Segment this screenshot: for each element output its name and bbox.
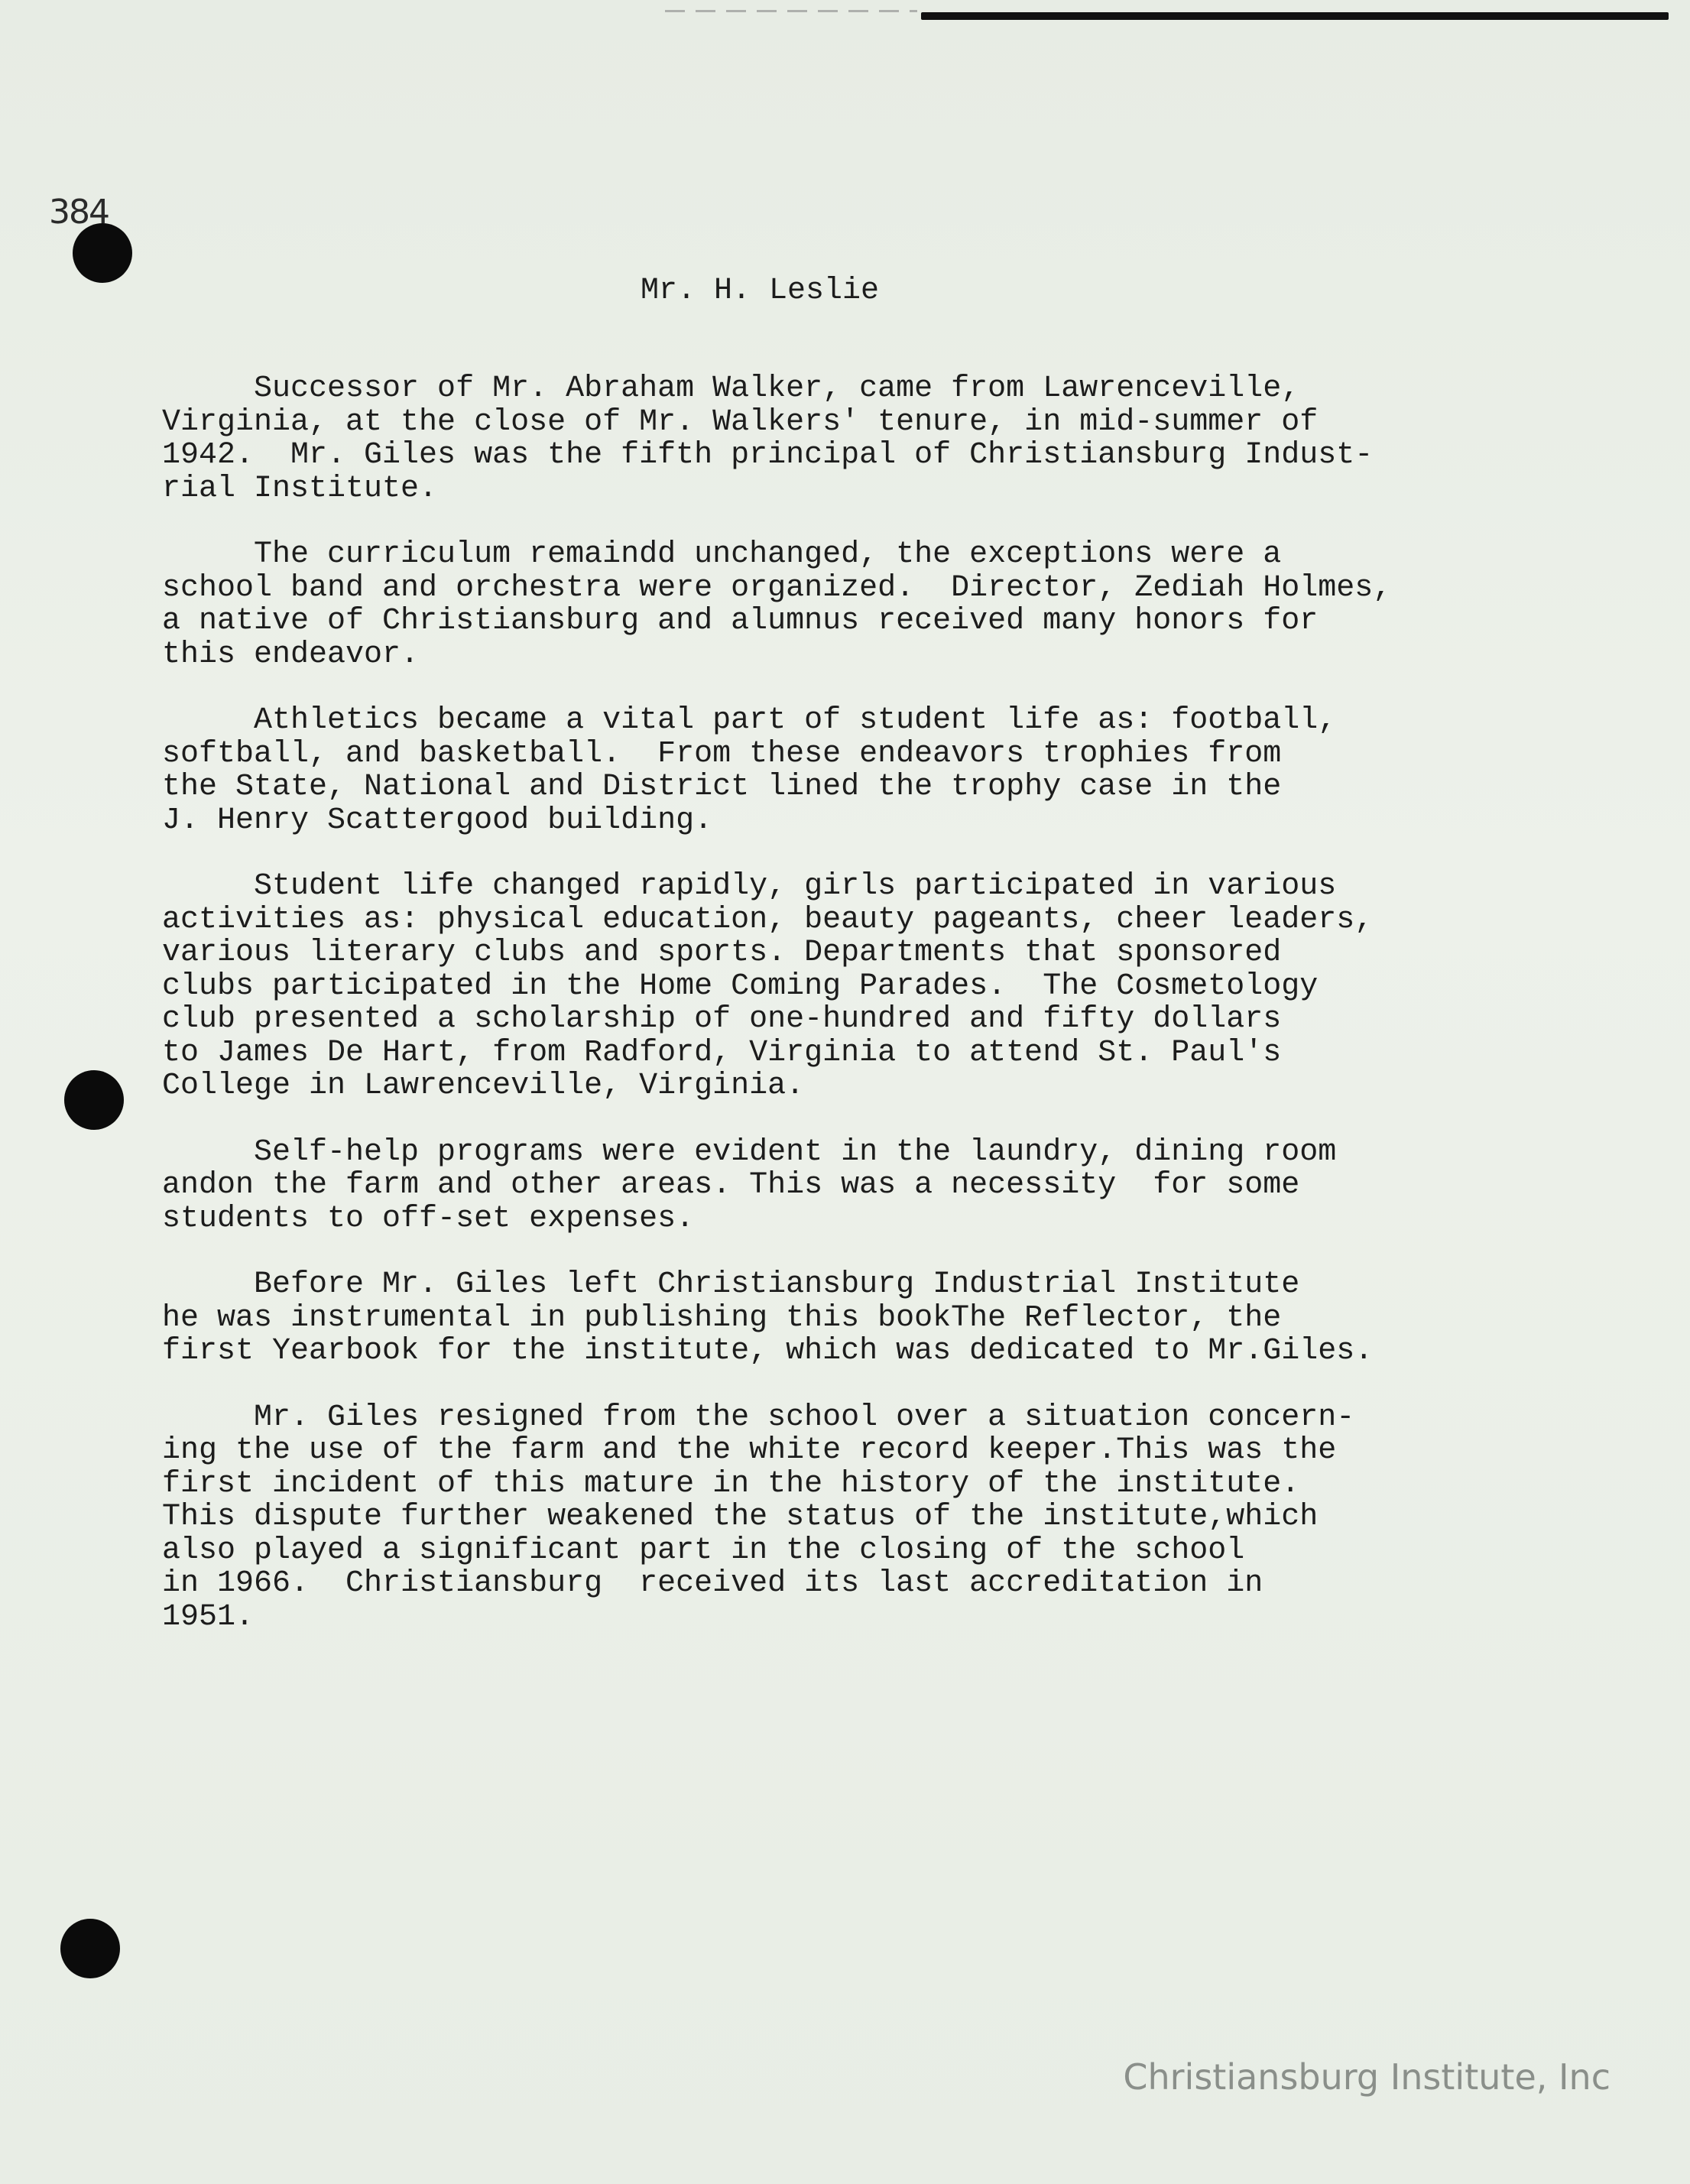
paragraph bbox=[162, 1401, 1530, 1634]
text-line: the State, National and District lined the trophy case in the bbox=[162, 770, 1282, 804]
text-line: Successor of Mr. Abraham Walker, came from Lawrenceville, bbox=[162, 372, 1300, 406]
text-line: andon the farm and other areas. This was a necessity for some bbox=[162, 1168, 1300, 1202]
text-line: The curriculum remaindd unchanged, the exceptions were a bbox=[162, 537, 1282, 572]
text-line: in 1966. Christiansburg received its last accreditation in bbox=[162, 1566, 1263, 1601]
text-line: Mr. Giles resigned from the school over a situation concern- bbox=[162, 1400, 1355, 1435]
punch-hole-middle bbox=[64, 1070, 124, 1130]
text-line: College in Lawrenceville, Virginia. bbox=[162, 1069, 805, 1103]
text-line: students to off-set expenses. bbox=[162, 1201, 695, 1236]
watermark: Christiansburg Institute, Inc bbox=[1123, 2056, 1611, 2098]
text-line: school band and orchestra were organized. Director, Zediah Holmes, bbox=[162, 570, 1392, 605]
text-line: Student life changed rapidly, girls participated in various bbox=[162, 869, 1337, 904]
paragraph bbox=[162, 1136, 1530, 1236]
text-line: various literary clubs and sports. Departments that sponsored bbox=[162, 936, 1282, 970]
punch-hole-top bbox=[73, 223, 132, 283]
paragraph bbox=[162, 372, 1530, 505]
punch-hole-bottom bbox=[60, 1919, 120, 1978]
text-line: also played a significant part in the closing of the school bbox=[162, 1533, 1245, 1568]
paragraph bbox=[162, 1268, 1530, 1368]
text-line: this endeavor. bbox=[162, 637, 420, 672]
text-line: softball, and basketball. From these endeavors trophies from bbox=[162, 736, 1282, 771]
paragraph bbox=[162, 704, 1530, 837]
text-line: Self-help programs were evident in the laundry, dining room bbox=[162, 1134, 1337, 1170]
text-line: he was instrumental in publishing this bookThe Reflector, the bbox=[162, 1300, 1282, 1335]
paragraph bbox=[162, 538, 1530, 671]
text-line: club presented a scholarship of one-hundred and fifty dollars bbox=[162, 1002, 1282, 1037]
text-line: clubs participated in the Home Coming Parades. The Cosmetology bbox=[162, 969, 1319, 1004]
text-line: This dispute further weakened the status of the institute,which bbox=[162, 1500, 1319, 1534]
text-line: Athletics became a vital part of student life as: football, bbox=[162, 703, 1337, 738]
top-edge-mark bbox=[665, 10, 917, 12]
text-line: 1951. bbox=[162, 1599, 255, 1634]
paragraph bbox=[162, 870, 1530, 1103]
text-line: Before Mr. Giles left Christiansburg Industrial Institute bbox=[162, 1267, 1300, 1302]
text-line: a native of Christiansburg and alumnus received many honors for bbox=[162, 604, 1319, 638]
text-line: activities as: physical education, beauty pageants, cheer leaders, bbox=[162, 902, 1374, 937]
body-text bbox=[162, 372, 1530, 1666]
top-edge-rule bbox=[921, 12, 1669, 20]
text-line: J. Henry Scattergood building. bbox=[162, 803, 713, 838]
text-line: ing the use of the farm and the white record keeper.This was the bbox=[162, 1433, 1337, 1468]
text-line: to James De Hart, from Radford, Virginia to attend St. Paul's bbox=[162, 1035, 1282, 1070]
text-line: Virginia, at the close of Mr. Walkers' tenure, in mid-summer of bbox=[162, 404, 1319, 440]
handwritten-page-number: 384 bbox=[49, 193, 109, 232]
text-line: rial Institute. bbox=[162, 471, 438, 506]
page-title: Mr. H. Leslie bbox=[641, 274, 880, 308]
text-line: first incident of this mature in the history of the institute. bbox=[162, 1466, 1300, 1501]
text-line: 1942. Mr. Giles was the fifth principal of Christiansburg Indust- bbox=[162, 438, 1374, 472]
text-line: first Yearbook for the institute, which was dedicated to Mr.Giles. bbox=[162, 1334, 1374, 1368]
